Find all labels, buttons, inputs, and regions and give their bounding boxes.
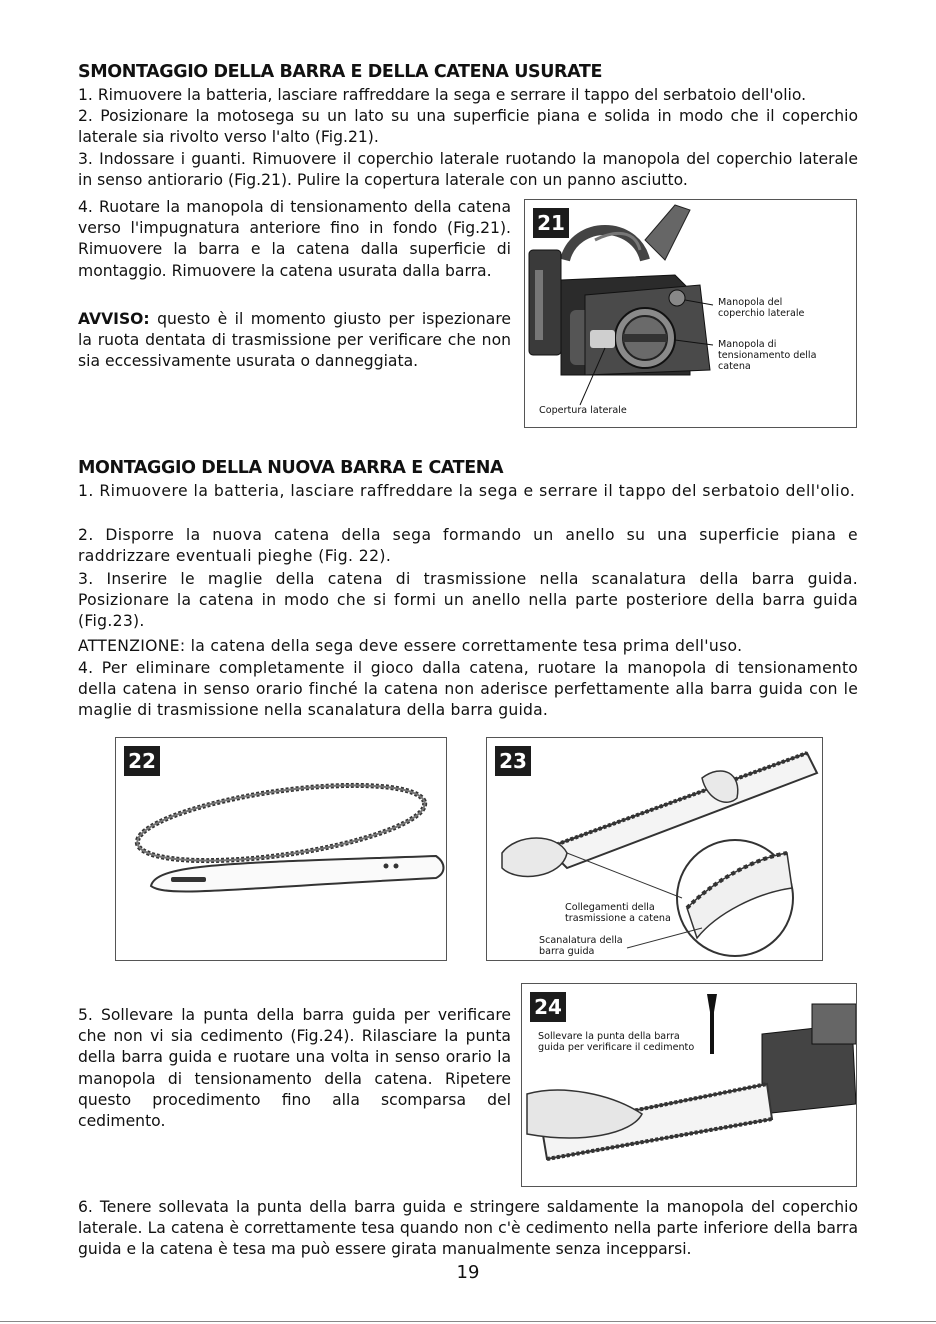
section-heading-removal: SMONTAGGIO DELLA BARRA E DELLA CATENA USURATE (78, 62, 603, 82)
notice-text: questo è il momento giusto per ispezionare la ruota dentata di trasmissione per verificare che non sia eccessivamente usurata o danneggiata. (78, 310, 511, 371)
step-4-install: 4. Per eliminare completamente il gioco dalla catena, ruotare la manopola di tensionamento della catena in senso orario finché la catena non aderisce perfettamente alla barra guida con le maglie di trasmissione nella scanalatura della barra guida. (78, 659, 858, 720)
figure-21 (524, 199, 857, 428)
figure-number-23: 23 (495, 746, 531, 776)
step-5-install: 5. Sollevare la punta della barra guida per verificare che non vi sia cedimento (Fig.24). Rilasciare la punta della barra guida e ruotare una volta in senso orario la manopola di tensionamento della catena. Ripetere questo procedimento fino alla scomparsa del cedimento. (78, 1006, 511, 1131)
page-number: 19 (456, 1262, 480, 1283)
figure-number-24: 24 (530, 992, 566, 1022)
step-1-install: 1. Rimuovere la batteria, lasciare raffreddare la sega e serrare il tappo del serbatoio dell'olio. (78, 482, 856, 500)
step-3-removal: 3. Indossare i guanti. Rimuovere il coperchio laterale ruotando la manopola del coperchio laterale in senso antiorario (Fig.21). Pulire la copertura laterale con un panno asciutto. (78, 150, 858, 190)
figure-24 (521, 983, 857, 1187)
section-heading-installation: MONTAGGIO DELLA NUOVA BARRA E CATENA (78, 458, 504, 478)
chain-on-bar-illustration (487, 738, 822, 960)
chain-and-bar-illustration (116, 738, 446, 960)
label-lift-bar-tip: Sollevare la punta della barra guida per verificare il cedimento (538, 1031, 695, 1053)
label-chain-tension-knob: Manopola di tensionamento della catena (718, 339, 817, 372)
footer-divider (0, 1321, 936, 1322)
step-2-install: 2. Disporre la nuova catena della sega formando un anello su una superficie piana e raddrizzare eventuali pieghe (Fig. 22). (78, 526, 858, 566)
step-1-removal: 1. Rimuovere la batteria, lasciare raffreddare la sega e serrare il tappo del serbatoio dell'olio. (78, 86, 807, 104)
step-6-install: 6. Tenere sollevata la punta della barra guida e stringere saldamente la manopola del coperchio laterale. La catena è correttamente tesa quando non c'è cedimento nella parte inferiore della barra guida e la catena è tesa ma può essere girata manualmente senza incepparsi. (78, 1198, 858, 1259)
notice-label: AVVISO: (78, 310, 150, 328)
lift-bar-tip-illustration (522, 984, 856, 1186)
label-side-cover: Copertura laterale (539, 405, 627, 416)
notice-paragraph (78, 309, 511, 373)
figure-number-21: 21 (533, 208, 569, 238)
step-2-removal: 2. Posizionare la motosega su un lato su una superficie piana e solida in modo che il coperchio laterale sia rivolto verso l'alto (Fig.21). (78, 107, 858, 147)
label-bar-groove: Scanalatura della barra guida (539, 935, 623, 957)
label-drive-links: Collegamenti della trasmissione a catena (565, 902, 671, 924)
figure-number-22: 22 (124, 746, 160, 776)
label-side-cover-knob: Manopola del coperchio laterale (718, 297, 805, 319)
step-4-removal: 4. Ruotare la manopola di tensionamento della catena verso l'impugnatura anteriore fino in fondo (Fig.21). Rimuovere la barra e la catena dalla superficie di montaggio. Rimuovere la catena usurata dalla barra. (78, 198, 511, 280)
figure-22 (115, 737, 447, 961)
attention-note: ATTENZIONE: la catena della sega deve essere correttamente tesa prima dell'uso. (78, 637, 743, 655)
figure-23 (486, 737, 823, 961)
step-3-install: 3. Inserire le maglie della catena di trasmissione nella scanalatura della barra guida. Posizionare la catena in modo che si formi un anello nella parte posteriore della barra guida (Fig.23). (78, 570, 858, 631)
